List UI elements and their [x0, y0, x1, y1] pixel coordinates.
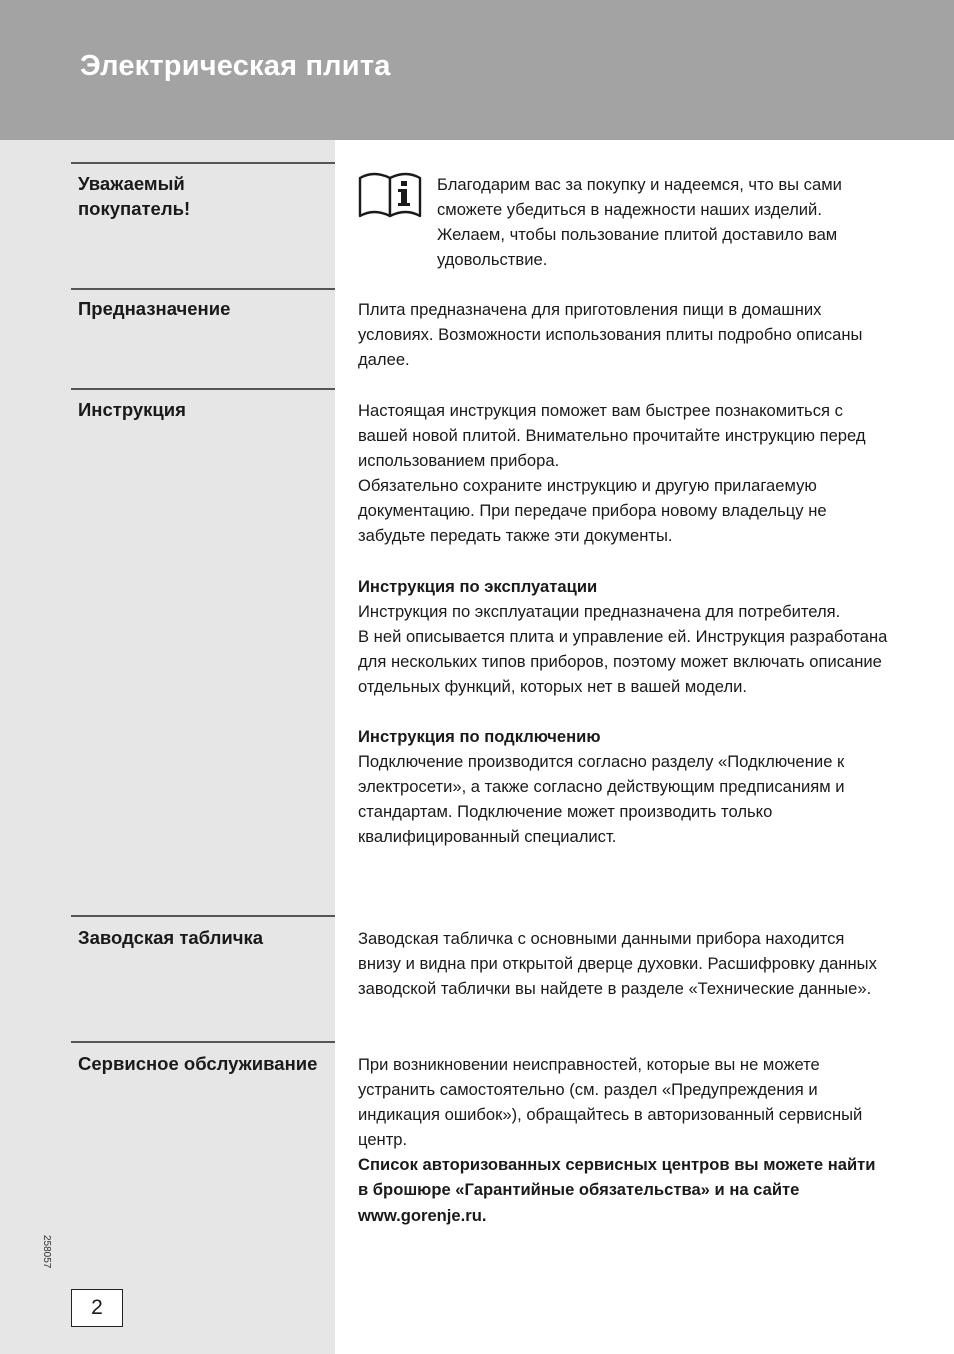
page-title: Электрическая плита — [80, 50, 391, 82]
page-number: 2 — [71, 1289, 123, 1327]
purpose-text: Плита предназначена для приготовления пищи в домашних условиях. Возможности использования плиты подробно описаны далее. — [358, 300, 863, 370]
instructions-paragraph: Обязательно сохраните инструкцию и другую прилагаемую документацию. При передаче прибора новому владельцу не забудьте передать также эти документы. — [358, 476, 827, 546]
page-header — [0, 0, 954, 140]
subsection-title-operation: Инструкция по эксплуатации — [358, 576, 598, 596]
info-book-icon — [358, 170, 424, 218]
document-code: 258057 — [41, 1235, 52, 1269]
section-title-service: Сервисное обслуживание — [78, 1053, 318, 1074]
connection-paragraph: Подключение производится согласно разделу «Подключение к электросети», а также согласно действующим предписаниям и стандартам. Подключение может производить только квалифицированный специалист. — [358, 752, 845, 847]
section-divider — [71, 1041, 335, 1043]
section-title-purpose: Предназначение — [78, 298, 231, 319]
service-centers-note: Список авторизованных сервисных центров вы можете найти в брошюре «Гарантийные обязательства» и на сайте www.gorenje.ru. — [358, 1155, 876, 1225]
rating-plate-text: Заводская табличка с основными данными прибора находится внизу и видна при открытой дверце духовки. Расшифровку данных заводской таблички вы найдете в разделе «Технические данные». — [358, 929, 877, 999]
section-divider — [71, 162, 335, 164]
section-title-greeting: Уважаемый покупатель! — [78, 173, 191, 219]
section-divider — [71, 915, 335, 917]
left-column — [0, 140, 335, 1354]
service-paragraph: При возникновении неисправностей, которые вы не можете устранить самостоятельно (см. раздел «Предупреждения и индикация ошибок»), обращайтесь в авторизованный сервисный центр. — [358, 1055, 863, 1150]
section-divider — [71, 288, 335, 290]
subsection-title-connection: Инструкция по подключению — [358, 727, 601, 747]
instructions-text — [358, 398, 888, 850]
instructions-paragraph: Настоящая инструкция поможет вам быстрее познакомиться с вашей новой плитой. Внимательно прочитайте инструкцию перед использованием прибора. — [358, 401, 866, 471]
operation-paragraph: Инструкция по эксплуатации предназначена для потребителя. — [358, 601, 841, 621]
section-title-instructions: Инструкция — [78, 399, 186, 420]
section-title-rating-plate: Заводская табличка — [78, 927, 264, 948]
greeting-text: Благодарим вас за покупку и надеемся, что вы сами сможете убедиться в надежности наших изделий. Желаем, чтобы пользование плитой доставило вам удовольствие. — [437, 175, 842, 270]
operation-paragraph: В ней описывается плита и управление ей. Инструкция разработана для нескольких типов приборов, поэтому может включать описание отдельных функций, которых нет в вашей модели. — [358, 626, 888, 696]
section-divider — [71, 388, 335, 390]
service-text — [358, 1052, 888, 1228]
